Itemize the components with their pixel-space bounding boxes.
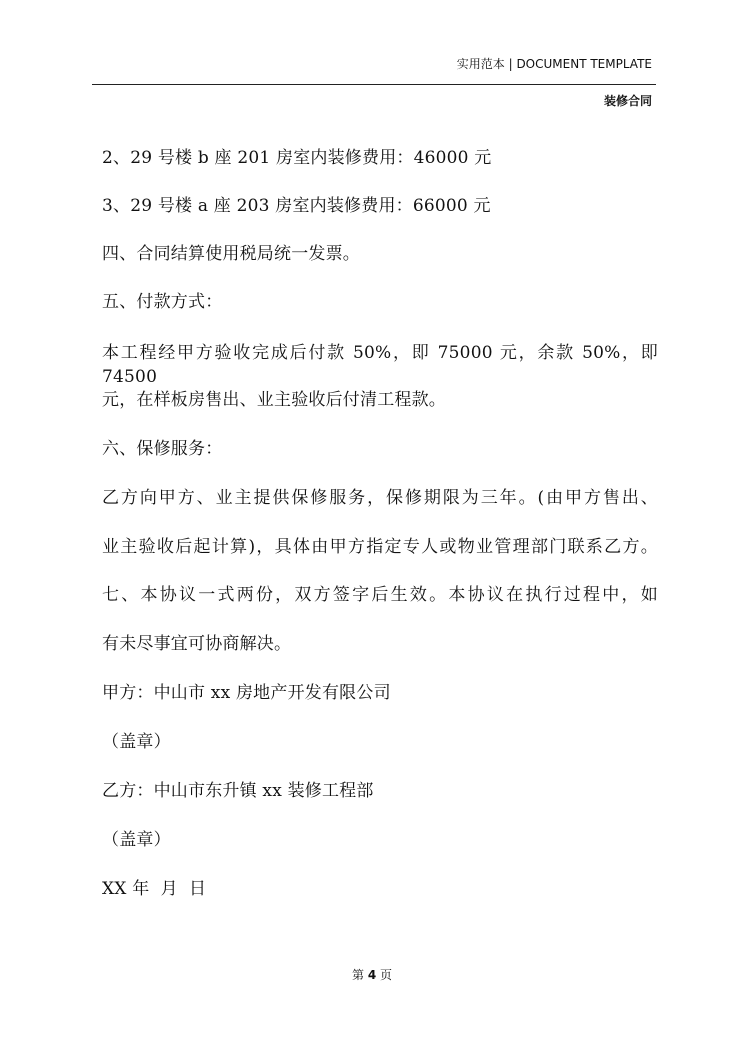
- seal-line: （盖章）: [102, 830, 171, 850]
- footer-prefix: 第: [351, 968, 364, 982]
- body-line: 五、付款方式：: [102, 292, 223, 312]
- page-footer: [0, 966, 744, 983]
- header-subtitle: 装修合同: [603, 94, 652, 108]
- footer-suffix: 页: [380, 968, 393, 982]
- body-line: 元，在样板房售出、业主验收后付清工程款。: [102, 390, 446, 410]
- body-line: 七、本协议一式两份，双方签字后生效。本协议在执行过程中，如: [102, 585, 658, 605]
- body-line: 2、29 号楼 b 座 201 房室内装修费用：46000 元: [102, 148, 492, 168]
- body-line: 本工程经甲方验收完成后付款 50%，即 75000 元，余款 50%，即 74500: [102, 343, 658, 387]
- body-line: 3、29 号楼 a 座 203 房室内装修费用：66000 元: [102, 196, 491, 216]
- body-line: 六、保修服务：: [102, 439, 223, 459]
- seal-line: （盖章）: [102, 732, 171, 752]
- body-line: 有未尽事宜可协商解决。: [102, 634, 292, 654]
- page-number: 4: [367, 968, 377, 982]
- body-line: 乙方向甲方、业主提供保修服务，保修期限为三年。(由甲方售出、: [102, 488, 658, 508]
- header-title: 实用范本 | DOCUMENT TEMPLATE: [456, 57, 652, 71]
- party-a-line: 甲方：中山市 xx 房地产开发有限公司: [102, 683, 391, 703]
- body-line: 四、合同结算使用税局统一发票。: [102, 244, 360, 264]
- party-b-line: 乙方：中山市东升镇 xx 装修工程部: [102, 781, 374, 801]
- body-line: 业主验收后起计算)，具体由甲方指定专人或物业管理部门联系乙方。: [102, 537, 658, 557]
- header-divider: [92, 84, 656, 85]
- date-line: XX 年 月 日: [102, 879, 207, 899]
